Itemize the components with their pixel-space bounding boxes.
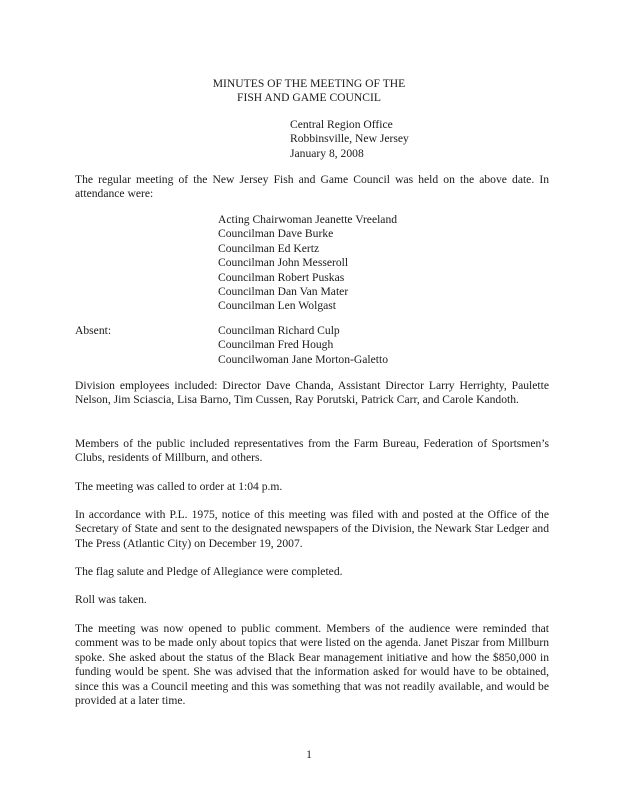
flag-salute-paragraph: The flag salute and Pledge of Allegiance were completed. [75, 565, 343, 578]
meeting-date: January 8, 2008 [290, 146, 364, 160]
document-title [0, 77, 618, 106]
attendee-name: Councilman Len Wolgast [218, 299, 336, 313]
intro-paragraph: The regular meeting of the New Jersey Fish and Game Council was held on the above date. In attendance were: [75, 173, 549, 201]
attendee-name: Councilman Ed Kertz [218, 241, 320, 255]
absent-label: Absent: [75, 324, 112, 337]
division-employees-paragraph: Division employees included: Director Dave Chanda, Assistant Director Larry Herrighty, Paulette Nelson, Jim Sciascia, Lisa Barno, Tim Cussen, Ray Porutski, Patrick Carr, and Carole Kandoth. [75, 379, 549, 407]
attendee-name: Councilman John Messeroll [218, 256, 349, 270]
absent-name: Councilman Fred Hough [218, 338, 334, 352]
page-number: 1 [306, 748, 312, 761]
attendee-name: Councilman Robert Puskas [218, 270, 345, 284]
attendee-list [218, 213, 397, 314]
attendee-name: Councilman Dave Burke [218, 227, 334, 241]
location-city: Robbinsville, New Jersey [290, 132, 409, 146]
meeting-location [290, 118, 409, 161]
attendee-name: Acting Chairwoman Jeanette Vreeland [218, 213, 398, 226]
absent-name: Councilwoman Jane Morton-Galetto [218, 352, 389, 366]
roll-paragraph: Roll was taken. [75, 593, 147, 606]
location-office: Central Region Office [290, 118, 393, 131]
absent-name: Councilman Richard Culp [218, 324, 340, 337]
title-line-2: FISH AND GAME COUNCIL [237, 91, 381, 105]
call-to-order-paragraph: The meeting was called to order at 1:04 p.m. [75, 480, 283, 493]
attendee-name: Councilman Dan Van Mater [218, 285, 349, 299]
absent-list [218, 324, 388, 367]
title-line-1: MINUTES OF THE MEETING OF THE [212, 77, 406, 90]
public-comment-paragraph: The meeting was now opened to public comment. Members of the audience were reminded that comment was to be made only about topics that were listed on the agenda. Janet Piszar from Millburn spoke. She asked about the status of the Black Bear management initiative and how the $850,000 in funding would be spent. She was advised that the information asked for would have to be obtained, since this was a Council meeting and this was something that was not readily available, and would be provided at a later time. [75, 622, 549, 708]
notice-paragraph: In accordance with P.L. 1975, notice of this meeting was filed with and posted at the Office of the Secretary of State and sent to the designated newspapers of the Division, the Newark Star Ledger and The Press (Atlantic City) on December 19, 2007. [75, 508, 549, 550]
public-members-paragraph: Members of the public included representatives from the Farm Bureau, Federation of Sportsmen’s Clubs, residents of Millburn, and others. [75, 437, 549, 465]
